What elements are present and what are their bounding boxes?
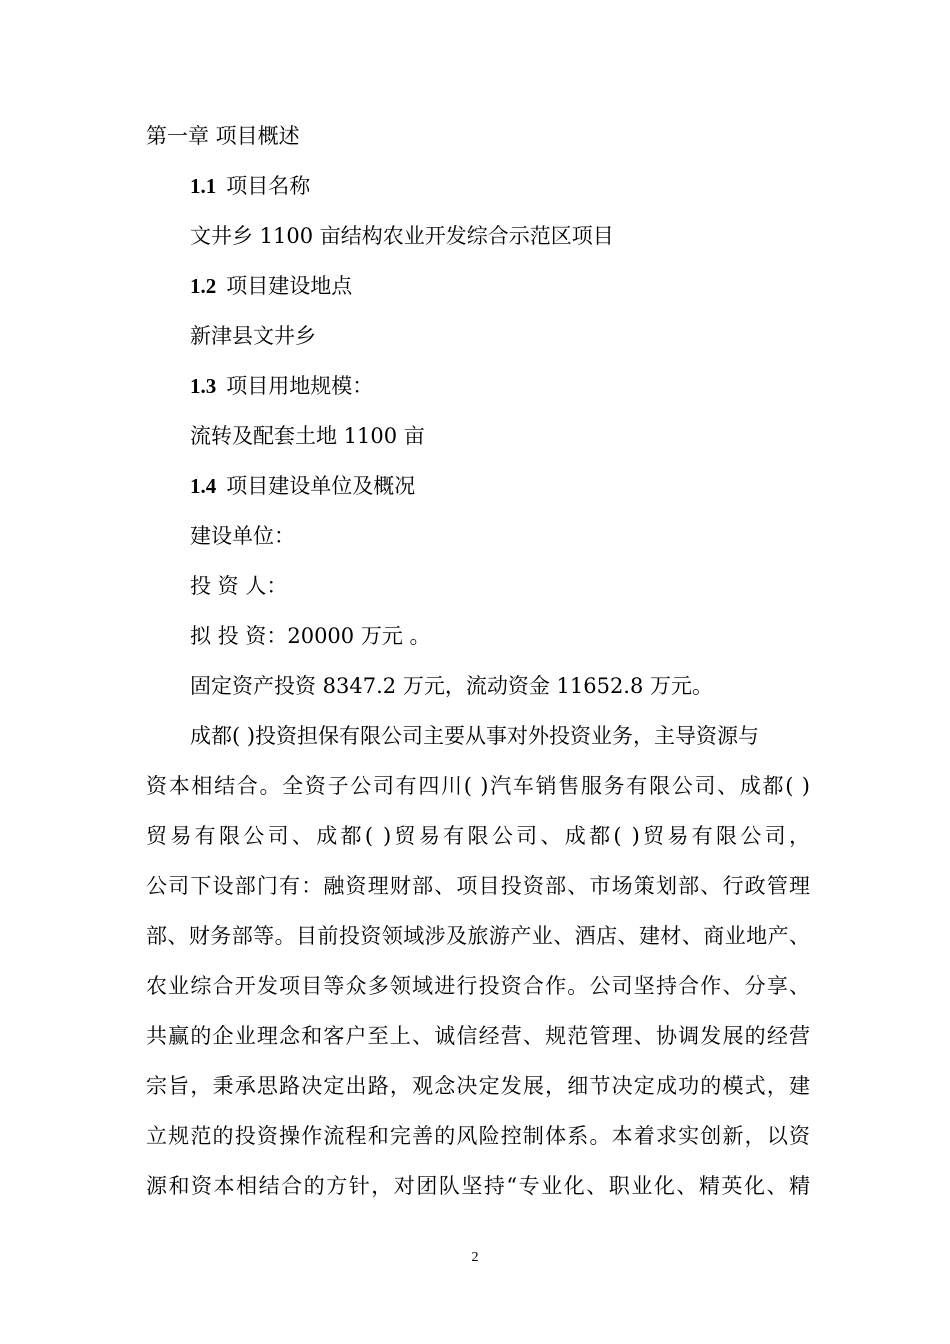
project-name-text: 文井乡 1100 亩结构农业开发综合示范区项目 [190,224,614,248]
paragraph-line: 共赢的企业理念和客户至上、诚信经营、规范管理、协调发展的经营 [146,1024,810,1048]
section-heading-text: 项目建设单位及概况 [226,474,416,498]
paragraph-line: 立规范的投资操作流程和完善的风险控制体系。本着求实创新，以资 [146,1124,810,1148]
page-number: 2 [471,1250,479,1265]
section-heading-text: 项目名称 [226,174,311,198]
section-heading-1-4 [190,471,415,501]
section-number: 1.2 [190,274,217,298]
paragraph-line: 公司下设部门有：融资理财部、项目投资部、市场策划部、行政管理 [146,874,810,898]
paragraph-line: 源和资本相结合的方针，对团队坚持“专业化、职业化、精英化、精 [146,1174,810,1198]
paragraph-line: 农业综合开发项目等众多领域进行投资合作。公司坚持合作、分享、 [146,974,810,998]
chapter-title: 第一章 项目概述 [146,124,300,148]
planned-investment-line: 拟 投 资：20000 万元 。 [190,624,431,648]
construction-unit-label: 建设单位： [190,524,295,548]
section-heading-text: 项目建设地点 [226,274,353,298]
section-number: 1.3 [190,374,217,398]
section-heading-1-2 [190,271,352,301]
paragraph-line: 资本相结合。全资子公司有四川( )汽车销售服务有限公司、成都( ) [146,774,810,798]
section-number: 1.1 [190,174,217,198]
section-number: 1.4 [190,474,217,498]
paragraph-line: 贸易有限公司、成都( )贸易有限公司、成都( )贸易有限公司， [146,824,810,848]
asset-capital-line: 固定资产投资 8347.2 万元，流动资金 11652.8 万元。 [190,674,714,698]
section-heading-1-1 [190,171,310,201]
paragraph-line: 宗旨，秉承思路决定出路，观念决定发展，细节决定成功的模式，建 [146,1074,810,1098]
section-heading-1-3 [190,371,373,401]
paragraph-line: 成都( )投资担保有限公司主要从事对外投资业务，主导资源与 [190,724,760,748]
section-heading-text: 项目用地规模： [226,374,374,398]
project-land-scale-text: 流转及配套土地 1100 亩 [190,424,425,448]
paragraph-line: 部、财务部等。目前投资领域涉及旅游产业、酒店、建材、商业地产、 [146,924,810,948]
investor-label: 投 资 人： [190,574,288,598]
project-location-text: 新津县文井乡 [190,324,316,348]
